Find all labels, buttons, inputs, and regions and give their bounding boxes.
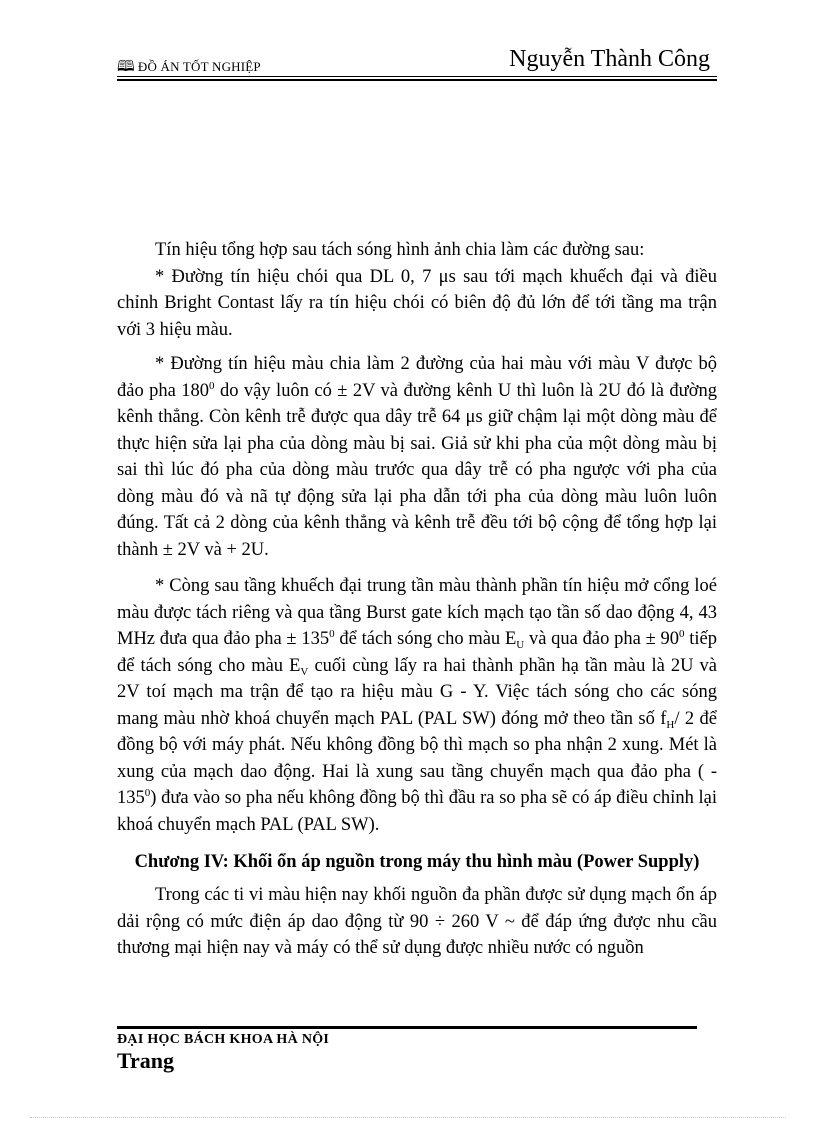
header-divider [117, 76, 717, 81]
page-bottom-border [30, 1117, 786, 1118]
author-name: Nguyễn Thành Công [509, 46, 710, 72]
paragraph-burst-gate: * Còng sau tầng khuếch đại trung tần màu thành phần tín hiệu mở cổng loé màu được tách riêng và qua tầng Burst gate kích mạch tạo tần số dao động 4, 43 MHz đưa qua đảo pha ± $135^0$ để tách sóng cho màu $E_U$ và qua đảo pha ± $90^0$ tiếp để tách sóng cho màu $E_V$ cuối cùng lấy ra hai thành phần hạ tần màu là 2U và 2V toí mạch ma trận để tạo ra hiệu màu G - Y. Việc tách sóng cho các sóng mang màu nhờ khoá chuyển mạch PAL (PAL SW) đóng mở theo tần số $f_H/$ 2 để đồng bộ với máy phát. Nếu không đồng bộ thì mạch so pha nhận 2 xung. Mét là xung của mạch dao động. Hai là xung sau tầng chuyển mạch qua đảo pha ( - $135^0$) đưa vào so pha nếu không đồng bộ thì đầu ra so pha sẽ có áp điều chỉnh lại khoá chuyển mạch PAL (PAL SW). [117, 576, 718, 835]
footer-university: ĐẠI HỌC BÁCH KHOA HÀ NỘI [117, 1032, 330, 1047]
open-book-icon: 🕮 [117, 59, 135, 75]
paragraph-intro: Tín hiệu tổng hợp sau tách sóng hình ảnh chia làm các đường sau: [155, 240, 645, 260]
footer-divider [117, 1026, 697, 1029]
paragraph-power-supply: Trong các ti vi màu hiện nay khối nguồn đa phần được sử dụng mạch ổn áp dải rộng có mức điện áp dao động từ 90 ÷ 260 V ~ để đáp ứng được nhu cầu thương mại hiện nay và máy có thể sử dụng được nhiều nước có nguồn [117, 885, 717, 958]
footer-page-label: Trang [117, 1048, 175, 1073]
chapter-heading: Chương IV: Khối ổn áp nguồn trong máy thu hình màu (Power Supply) [134, 852, 700, 872]
header-title-text: ĐỒ ÁN TỐT NGHIỆP [137, 59, 261, 74]
page-body [117, 237, 717, 962]
paragraph-luminance-path: * Đường tín hiệu chói qua DL 0, 7 μs sau tới mạch khuếch đại và điều chỉnh Bright Contast lấy ra tín hiệu chói có biên độ đủ lớn để tới tầng ma trận với 3 hiệu màu. [117, 266, 717, 340]
paragraph-chroma-path: * Đường tín hiệu màu chia làm 2 đường của hai màu với màu V được bộ đảo pha $180^0$ do vậy luôn có ± 2V và đường kênh U thì luôn là 2U đó là đường kênh thẳng. Còn kênh trễ được qua dây trễ 64 μs giữ chậm lại một dòng màu để thực hiện sửa lại pha của dòng màu bị sai. Giả sử khi pha của một dòng màu bị sai thì lúc đó pha của dòng màu trước qua dây trễ có pha ngược với pha của dòng màu đó và nã tự động sửa lại pha dẫn tới pha của dòng màu luôn luôn đúng. Tất cả 2 dòng của kênh thẳng và kênh trễ đều tới bộ cộng để tổng hợp lại thành ± 2V và + 2U. [117, 354, 717, 560]
